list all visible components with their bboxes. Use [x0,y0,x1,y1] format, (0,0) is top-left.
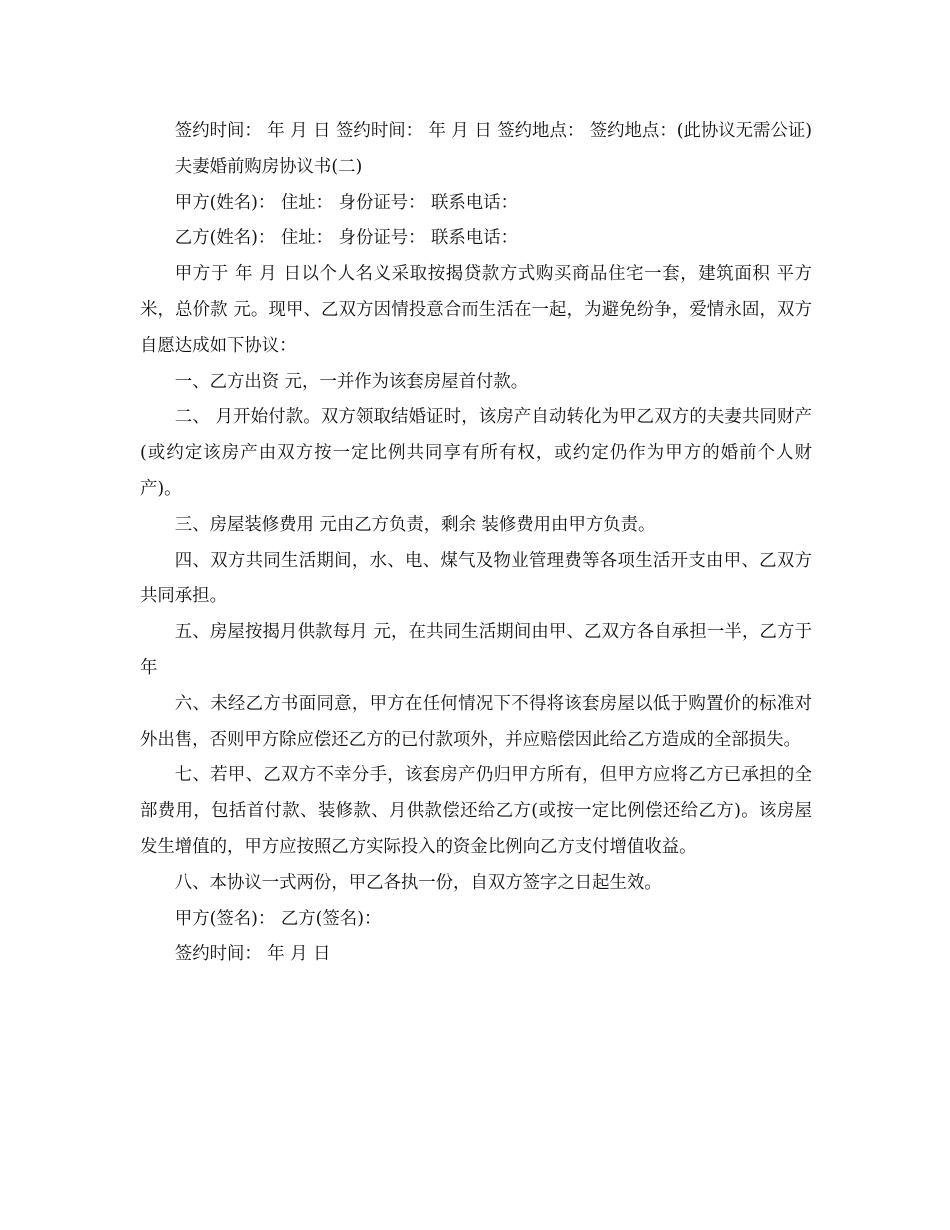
clause-3: 三、房屋装修费用 元由乙方负责，剩余 装修费用由甲方负责。 [174,514,656,535]
clause-5: 五、房屋按揭月供款每月 元，在共同生活期间由甲、乙双方各自承担一半，乙方于 年 [140,622,812,678]
party-a-info: 甲方(姓名)： 住址： 身份证号： 联系电话： [174,192,518,213]
clause-1: 一、乙方出资 元，一并作为该套房屋首付款。 [174,371,529,392]
clause-2: 二、 月开始付款。双方领取结婚证时，该房产自动转化为甲乙双方的夫妻共同财产(或约定该房产由双方按一定比例共同享有所有权，或约定仍作为甲方的婚前个人财产)。 [140,407,812,499]
signing-date-line: 签约时间： 年 月 日 [174,944,331,965]
clause-7: 七、若甲、乙双方不幸分手，该套房产仍归甲方所有，但甲方应将乙方已承担的全部费用，包括首付款、装修款、月供款偿还给乙方(或按一定比例偿还给乙方)。该房屋发生增值的，甲方应按照乙方实际投入的资金比例向乙方支付增值收益。 [140,765,812,857]
party-b-info: 乙方(姓名)： 住址： 身份证号： 联系电话： [174,228,518,249]
document-title: 夫妻婚前购房协议书(二) [174,156,363,177]
signature-line: 甲方(签名)： 乙方(签名)： [174,908,382,929]
clause-4: 四、双方共同生活期间，水、电、煤气及物业管理费等各项生活开支由甲、乙双方共同承担。 [140,550,812,607]
signing-info-paragraph: 签约时间： 年 月 日 签约时间： 年 月 日 签约地点： 签约地点：(此协议无需公证) [174,121,813,141]
preamble-paragraph: 甲方于 年 月 日以个人名义采取按揭贷款方式购买商品住宅一套，建筑面积 平方米，总价款 元。现甲、乙双方因情投意合而生活在一起，为避免纷争，爱情永固，双方自愿达成如下协议： [140,264,812,356]
clause-6: 六、未经乙方书面同意，甲方在任何情况下不得将该套房屋以低于购置价的标准对外出售，否则甲方除应偿还乙方的已付款项外，并应赔偿因此给乙方造成的全部损失。 [140,693,812,750]
document-body [140,114,812,973]
clause-8: 八、本协议一式两份，甲乙各执一份，自双方签字之日起生效。 [174,872,662,893]
